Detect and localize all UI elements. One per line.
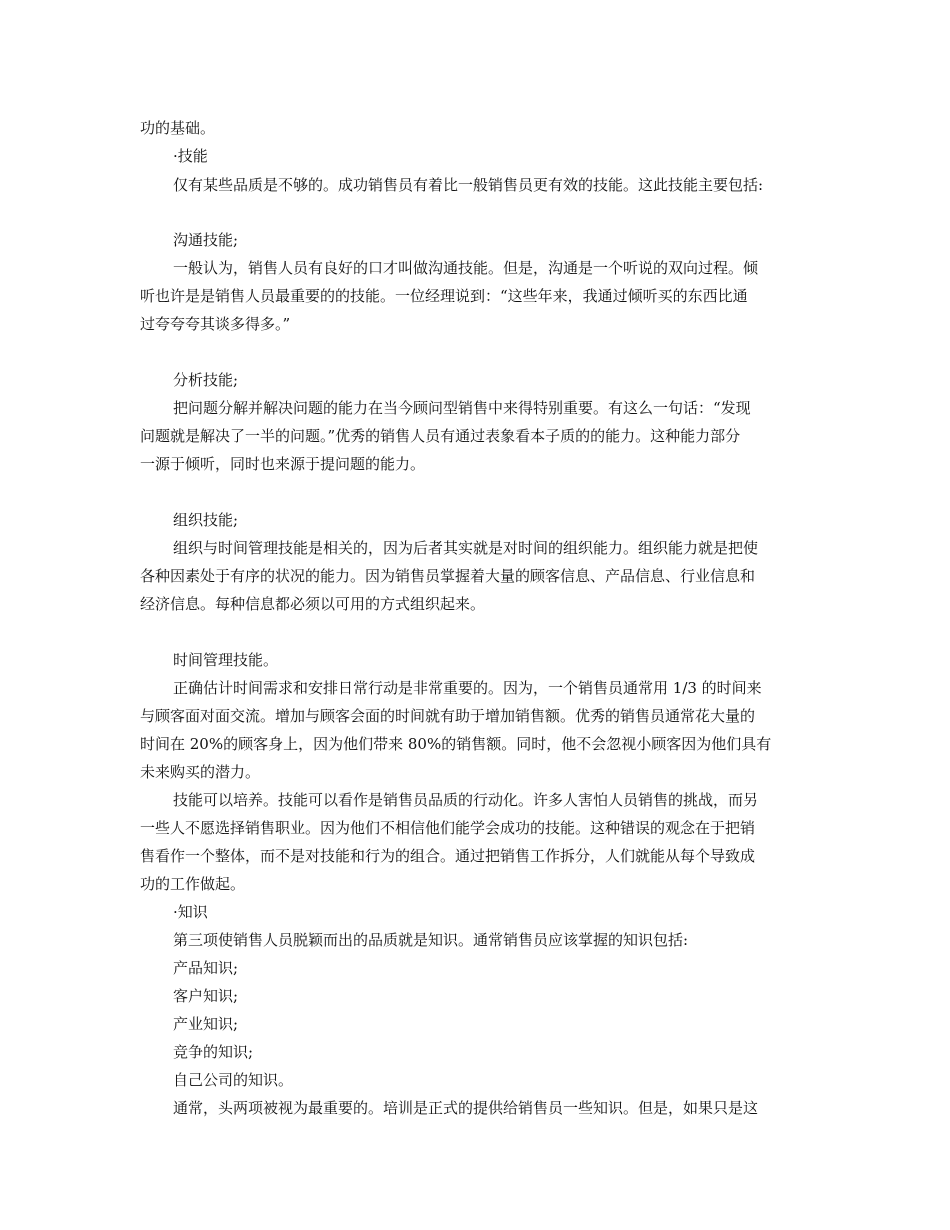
paragraph-line: 组织与时间管理技能是相关的，因为后者其实就是对时间的组织能力。组织能力就是把使 xyxy=(173,539,759,557)
paragraph-line: 通常，头两项被视为最重要的。培训是正式的提供给销售员一些知识。但是，如果只是这 xyxy=(173,1099,759,1117)
text-line: 时间在 20%的顾客身上，因为他们带来 80%的销售额。同时，他不会忽视小顾客因为他们具有 xyxy=(140,735,772,753)
section-bullet-skills: ·技能 xyxy=(173,147,208,165)
text-line: 功的工作做起。 xyxy=(140,875,246,893)
list-item: 产业知识; xyxy=(173,1015,239,1033)
list-item: 自己公司的知识。 xyxy=(173,1071,294,1089)
section-bullet-knowledge: ·知识 xyxy=(173,903,208,921)
text-line: 各种因素处于有序的状况的能力。因为销售员掌握着大量的顾客信息、产品信息、行业信息和 xyxy=(140,567,756,585)
text-line: 一些人不愿选择销售职业。因为他们不相信他们能学会成功的技能。这种错误的观念在于把销 xyxy=(140,819,756,837)
text-line: 过夸夸夸其谈多得多。” xyxy=(140,315,291,333)
text-line: 与顾客面对面交流。增加与顾客会面的时间就有助于增加销售额。优秀的销售员通常花大量的 xyxy=(140,707,756,725)
text-line: 一源于倾听，同时也来源于提问题的能力。 xyxy=(140,455,426,473)
paragraph-line: 技能可以培养。技能可以看作是销售员品质的行动化。许多人害怕人员销售的挑战，而另 xyxy=(173,791,759,809)
paragraph-line: 一般认为，销售人员有良好的口才叫做沟通技能。但是，沟通是一个听说的双向过程。倾 xyxy=(173,259,759,277)
subheading-organization: 组织技能; xyxy=(173,511,239,529)
subheading-communication: 沟通技能; xyxy=(173,231,239,249)
text-line: 未来购买的潜力。 xyxy=(140,763,261,781)
subheading-analysis: 分析技能; xyxy=(173,371,239,389)
paragraph-line: 第三项使销售人员脱颖而出的品质就是知识。通常销售员应该掌握的知识包括: xyxy=(173,931,689,949)
paragraph-line: 仅有某些品质是不够的。成功销售员有着比一般销售员更有效的技能。这此技能主要包括: xyxy=(173,176,764,194)
paragraph-line: 正确估计时间需求和安排日常行动是非常重要的。因为，一个销售员通常用 1/3 的时间来 xyxy=(173,679,762,697)
text-line: 问题就是解决了一半的问题。”优秀的销售人员有通过表象看本子质的的能力。这种能力部分 xyxy=(140,427,741,445)
text-line: 听也许是是销售人员最重要的的技能。一位经理说到：“这些年来，我通过倾听买的东西比通 xyxy=(140,287,748,305)
subheading-time-management: 时间管理技能。 xyxy=(173,651,279,669)
text-line: 功的基础。 xyxy=(140,119,216,137)
text-line: 经济信息。每种信息都必须以可用的方式组织起来。 xyxy=(140,595,486,613)
text-line: 售看作一个整体，而不是对技能和行为的组合。通过把销售工作拆分，人们就能从每个导致成 xyxy=(140,847,756,865)
paragraph-line: 把问题分解并解决问题的能力在当今顾问型销售中来得特别重要。有这么一句话：“发现 xyxy=(173,399,751,417)
list-item: 产品知识; xyxy=(173,959,239,977)
list-item: 竞争的知识; xyxy=(173,1043,254,1061)
list-item: 客户知识; xyxy=(173,987,239,1005)
